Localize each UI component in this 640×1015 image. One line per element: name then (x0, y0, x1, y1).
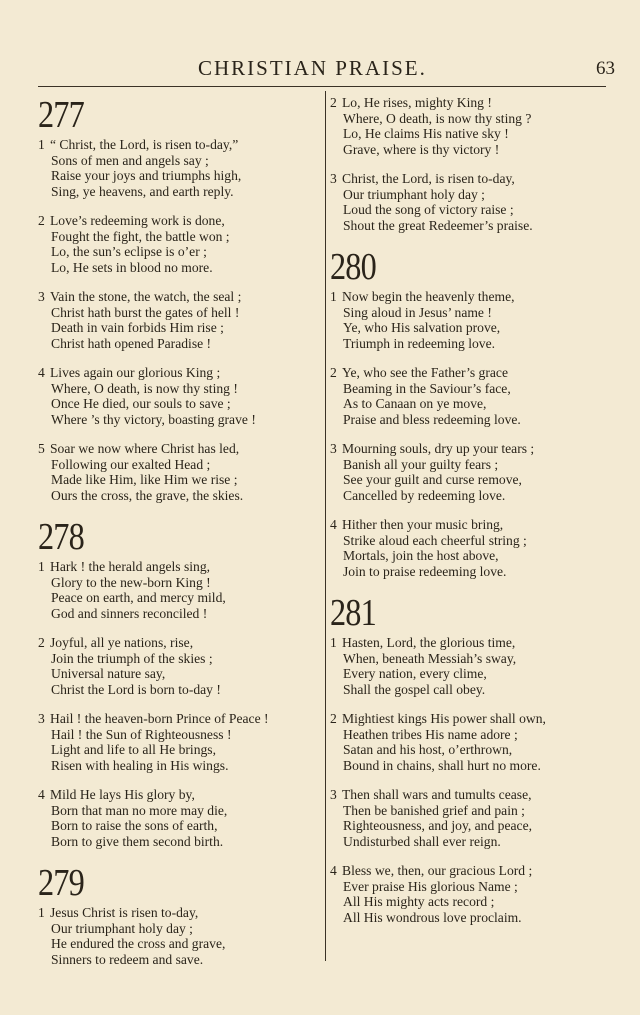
verse-line (38, 488, 320, 504)
verse-line (330, 818, 610, 834)
verse-number: 4 (38, 365, 45, 380)
verse-line (38, 396, 320, 412)
verse-text: Ours the cross, the grave, the skies. (51, 487, 244, 503)
verse-line (330, 305, 610, 321)
verse-line (38, 936, 320, 952)
verse (330, 863, 610, 925)
verse-line (38, 381, 320, 397)
verse-text: Born that man no more may die, (51, 802, 228, 818)
verse-text: Jesus Christ is risen to-day, (50, 905, 199, 920)
verse-text: Mightiest kings His power shall own, (342, 711, 546, 726)
verse-text: Lo, He rises, mighty King ! (342, 95, 492, 110)
verse-text: Shout the great Redeemer’s praise. (343, 217, 533, 233)
verse-text: Loud the song of victory raise ; (343, 202, 514, 217)
verse-line (38, 412, 320, 428)
verse-text: Bound in chains, shall hurt no more. (343, 757, 541, 773)
verse-line (38, 834, 320, 850)
verse-text: Heathen tribes His name adore ; (343, 726, 518, 742)
verse-text: Universal nature say, (51, 666, 166, 681)
verse-line (38, 635, 320, 651)
verse (38, 289, 320, 351)
verse-text: Ye, who see the Father’s grace (342, 365, 508, 380)
verse-text: Hither then your music bring, (342, 517, 504, 532)
verse-line (330, 758, 610, 774)
verse-line (330, 834, 610, 850)
verse-number: 2 (38, 635, 45, 650)
verse (38, 711, 320, 773)
verse-text: God and sinners reconciled ! (51, 605, 208, 621)
verse (330, 517, 610, 579)
verse-line (38, 711, 320, 727)
verse-line (38, 289, 320, 305)
hymn-number: 280 (330, 246, 376, 288)
verse-text: As to Canaan on ye move, (343, 396, 487, 411)
verse (330, 289, 610, 351)
verse-text: Soar we now where Christ has led, (50, 441, 240, 456)
verse-text: All His mighty acts record ; (343, 894, 495, 909)
verse-line (330, 863, 610, 879)
verse-text: Satan and his host, o’erthrown, (343, 742, 513, 757)
verse-text: Mourning souls, dry up your tears ; (342, 441, 535, 456)
verse-text: Light and life to all He brings, (51, 742, 216, 757)
verse-text: Following our exalted Head ; (51, 456, 211, 472)
verse-number: 3 (330, 171, 337, 186)
verse-line (38, 590, 320, 606)
verse (330, 635, 610, 697)
verse-text: Praise and bless redeeming love. (343, 411, 521, 427)
verse-text: Then shall wars and tumults cease, (342, 787, 532, 802)
verse-line (38, 184, 320, 200)
verse (38, 787, 320, 849)
verse-line (330, 910, 610, 926)
hymn-block (38, 95, 320, 503)
verse (38, 365, 320, 427)
verse-line (38, 758, 320, 774)
verse-text: Now begin the heavenly theme, (342, 289, 515, 304)
verse-line (38, 441, 320, 457)
verse-text: Grave, where is thy victory ! (343, 141, 500, 157)
verse (330, 787, 610, 849)
verse-text: Peace on earth, and mercy mild, (51, 590, 226, 605)
verse-line (330, 787, 610, 803)
verse-line (38, 952, 320, 968)
right-column (330, 95, 610, 939)
verse-text: Mortals, join the host above, (343, 548, 499, 563)
verse-text: Death in vain forbids Him rise ; (51, 320, 224, 335)
verse-text: Once He died, our souls to save ; (51, 396, 231, 411)
verse-number: 2 (330, 711, 337, 726)
hymn-number: 278 (38, 516, 84, 558)
verse-line (330, 472, 610, 488)
verse-text: Sons of men and angels say ; (51, 152, 209, 168)
verse-text: Hasten, Lord, the glorious time, (342, 635, 516, 650)
verse-text: Love’s redeeming work is done, (50, 213, 225, 228)
verse-line (38, 651, 320, 667)
verse-number: 5 (38, 441, 45, 456)
verse-line (330, 320, 610, 336)
verse (330, 95, 610, 157)
verse-text: Hail ! the Sun of Righteousness ! (51, 726, 232, 742)
verse-line (38, 905, 320, 921)
verse-text: Joyful, all ye nations, rise, (50, 635, 194, 650)
verse-text: Lives again our glorious King ; (50, 365, 221, 380)
verse-line (38, 575, 320, 591)
verse (38, 559, 320, 621)
verse-number: 3 (38, 289, 45, 304)
verse-line (38, 244, 320, 260)
hymn-block (330, 247, 610, 579)
verse-line (330, 142, 610, 158)
verse-line (38, 153, 320, 169)
verse-line (330, 894, 610, 910)
verse-text: Ye, who His salvation prove, (343, 320, 501, 335)
verse-line (330, 441, 610, 457)
verse-number: 4 (38, 787, 45, 802)
verse-text: Christ hath burst the gates of hell ! (51, 304, 240, 320)
verse-line (330, 727, 610, 743)
verse-line (330, 635, 610, 651)
verse-text: Christ, the Lord, is risen to-day, (342, 171, 515, 186)
verse-text: Banish all your guilty fears ; (343, 456, 499, 472)
verse-text: Undisturbed shall ever reign. (343, 833, 501, 849)
verse-text: Join to praise redeeming love. (343, 563, 507, 579)
verse-text: Where ’s thy victory, boasting grave ! (51, 411, 256, 427)
verse-line (330, 682, 610, 698)
verse-text: Beaming in the Saviour’s face, (343, 380, 511, 396)
verse-text: Cancelled by redeeming love. (343, 487, 506, 503)
verse-number: 2 (330, 365, 337, 380)
verse-text: Ever praise His glorious Name ; (343, 878, 518, 894)
verse-line (38, 787, 320, 803)
verse-text: Our triumphant holy day ; (51, 920, 193, 936)
verse-line (38, 921, 320, 937)
verse-line (330, 171, 610, 187)
verse-text: Made like Him, like Him we rise ; (51, 472, 238, 487)
verse-text: Sinners to redeem and save. (51, 951, 204, 967)
verse-text: Then be banished grief and pain ; (343, 802, 525, 818)
header-rule (38, 86, 606, 87)
verse-line (330, 218, 610, 234)
verse-line (330, 412, 610, 428)
verse-line (38, 606, 320, 622)
verse-text: When, beneath Messiah’s sway, (343, 650, 517, 666)
verse-line (330, 803, 610, 819)
verse-line (330, 488, 610, 504)
verse (38, 213, 320, 275)
verse-line (38, 137, 320, 153)
verse-line (330, 95, 610, 111)
verse-text: Lo, He sets in blood no more. (51, 259, 213, 275)
verse-line (330, 711, 610, 727)
verse-text: Sing, ye heavens, and earth reply. (51, 183, 234, 199)
verse-number: 4 (330, 517, 337, 532)
verse-text: Righteousness, and joy, and peace, (343, 818, 533, 833)
verse-line (330, 742, 610, 758)
verse-text: Vain the stone, the watch, the seal ; (50, 289, 242, 304)
verse-line (330, 187, 610, 203)
verse-text: Where, O death, is now thy sting ? (343, 110, 532, 126)
verse-number: 2 (38, 213, 45, 228)
verse-text: All His wondrous love proclaim. (343, 909, 522, 925)
hymn-block (330, 593, 610, 925)
column-divider (325, 91, 326, 961)
verse-line (330, 879, 610, 895)
verse-line (330, 651, 610, 667)
verse-line (38, 742, 320, 758)
verse-line (330, 111, 610, 127)
verse-line (330, 548, 610, 564)
verse (330, 365, 610, 427)
verse-line (330, 396, 610, 412)
verse-line (38, 305, 320, 321)
verse-line (38, 336, 320, 352)
verse-text: Christ the Lord is born to-day ! (51, 681, 221, 697)
verse-number: 3 (330, 441, 337, 456)
verse-line (38, 213, 320, 229)
verse-text: Christ hath opened Paradise ! (51, 335, 212, 351)
verse-text: Lo, the sun’s eclipse is o’er ; (51, 244, 207, 259)
verse (330, 711, 610, 773)
hymn-block (38, 863, 320, 967)
verse-line (38, 365, 320, 381)
verse-number: 2 (330, 95, 337, 110)
verse-number: 3 (38, 711, 45, 726)
verse-line (38, 229, 320, 245)
verse-line (38, 457, 320, 473)
page-number: 63 (596, 58, 615, 79)
hymn-number: 281 (330, 592, 376, 634)
verse-text: Fought the fight, the battle won ; (51, 228, 230, 244)
verse-text: Lo, He claims His native sky ! (343, 126, 509, 141)
verse-line (330, 126, 610, 142)
verse (38, 137, 320, 199)
verse-text: Mild He lays His glory by, (50, 787, 195, 802)
verse-line (38, 559, 320, 575)
verse-text: Triumph in redeeming love. (343, 335, 496, 351)
verse-number: 1 (330, 289, 337, 304)
verse-line (38, 260, 320, 276)
verse-number: 1 (330, 635, 337, 650)
left-column (38, 95, 320, 981)
verse-text: He endured the cross and grave, (51, 936, 226, 951)
verse-number: 3 (330, 787, 337, 802)
verse (330, 171, 610, 233)
verse-number: 1 (38, 137, 45, 152)
hymn-number: 277 (38, 94, 84, 136)
verse-line (38, 682, 320, 698)
verse-text: Where, O death, is now thy sting ! (51, 380, 238, 396)
verse-line (330, 202, 610, 218)
verse-text: Risen with healing in His wings. (51, 757, 229, 773)
verse-line (38, 472, 320, 488)
verse-text: Raise your joys and triumphs high, (51, 168, 242, 183)
verse-number: 4 (330, 863, 337, 878)
hymn-block (330, 95, 610, 233)
verse (38, 635, 320, 697)
verse-line (38, 803, 320, 819)
verse-number: 1 (38, 905, 45, 920)
verse-text: “ Christ, the Lord, is risen to-day,” (50, 137, 239, 152)
verse (330, 441, 610, 503)
verse-line (330, 457, 610, 473)
verse-text: Born to raise the sons of earth, (51, 818, 218, 833)
verse-line (38, 168, 320, 184)
page-header (0, 56, 640, 82)
verse-text: Sing aloud in Jesus’ name ! (343, 304, 492, 320)
verse-line (330, 289, 610, 305)
verse-line (38, 727, 320, 743)
verse-text: Hail ! the heaven-born Prince of Peace ! (50, 711, 269, 726)
verse-number: 1 (38, 559, 45, 574)
verse-text: Born to give them second birth. (51, 833, 224, 849)
running-title: CHRISTIAN PRAISE. (198, 56, 427, 80)
hymn-number: 279 (38, 862, 84, 904)
verse-text: Bless we, then, our gracious Lord ; (342, 863, 533, 878)
verse-text: Join the triumph of the skies ; (51, 650, 213, 666)
verse-text: See your guilt and curse remove, (343, 472, 522, 487)
verse-line (330, 666, 610, 682)
verse-line (38, 666, 320, 682)
verse-line (330, 533, 610, 549)
verse-text: Glory to the new-born King ! (51, 574, 211, 590)
verse (38, 441, 320, 503)
verse-line (330, 517, 610, 533)
verse-text: Hark ! the herald angels sing, (50, 559, 211, 574)
verse-line (330, 381, 610, 397)
verse-text: Our triumphant holy day ; (343, 186, 485, 202)
verse-line (330, 365, 610, 381)
verse-text: Strike aloud each cheerful string ; (343, 532, 527, 548)
verse-text: Shall the gospel call obey. (343, 681, 486, 697)
hymn-block (38, 517, 320, 849)
verse (38, 905, 320, 967)
verse-line (38, 320, 320, 336)
verse-text: Every nation, every clime, (343, 666, 487, 681)
verse-line (330, 336, 610, 352)
verse-line (330, 564, 610, 580)
verse-line (38, 818, 320, 834)
